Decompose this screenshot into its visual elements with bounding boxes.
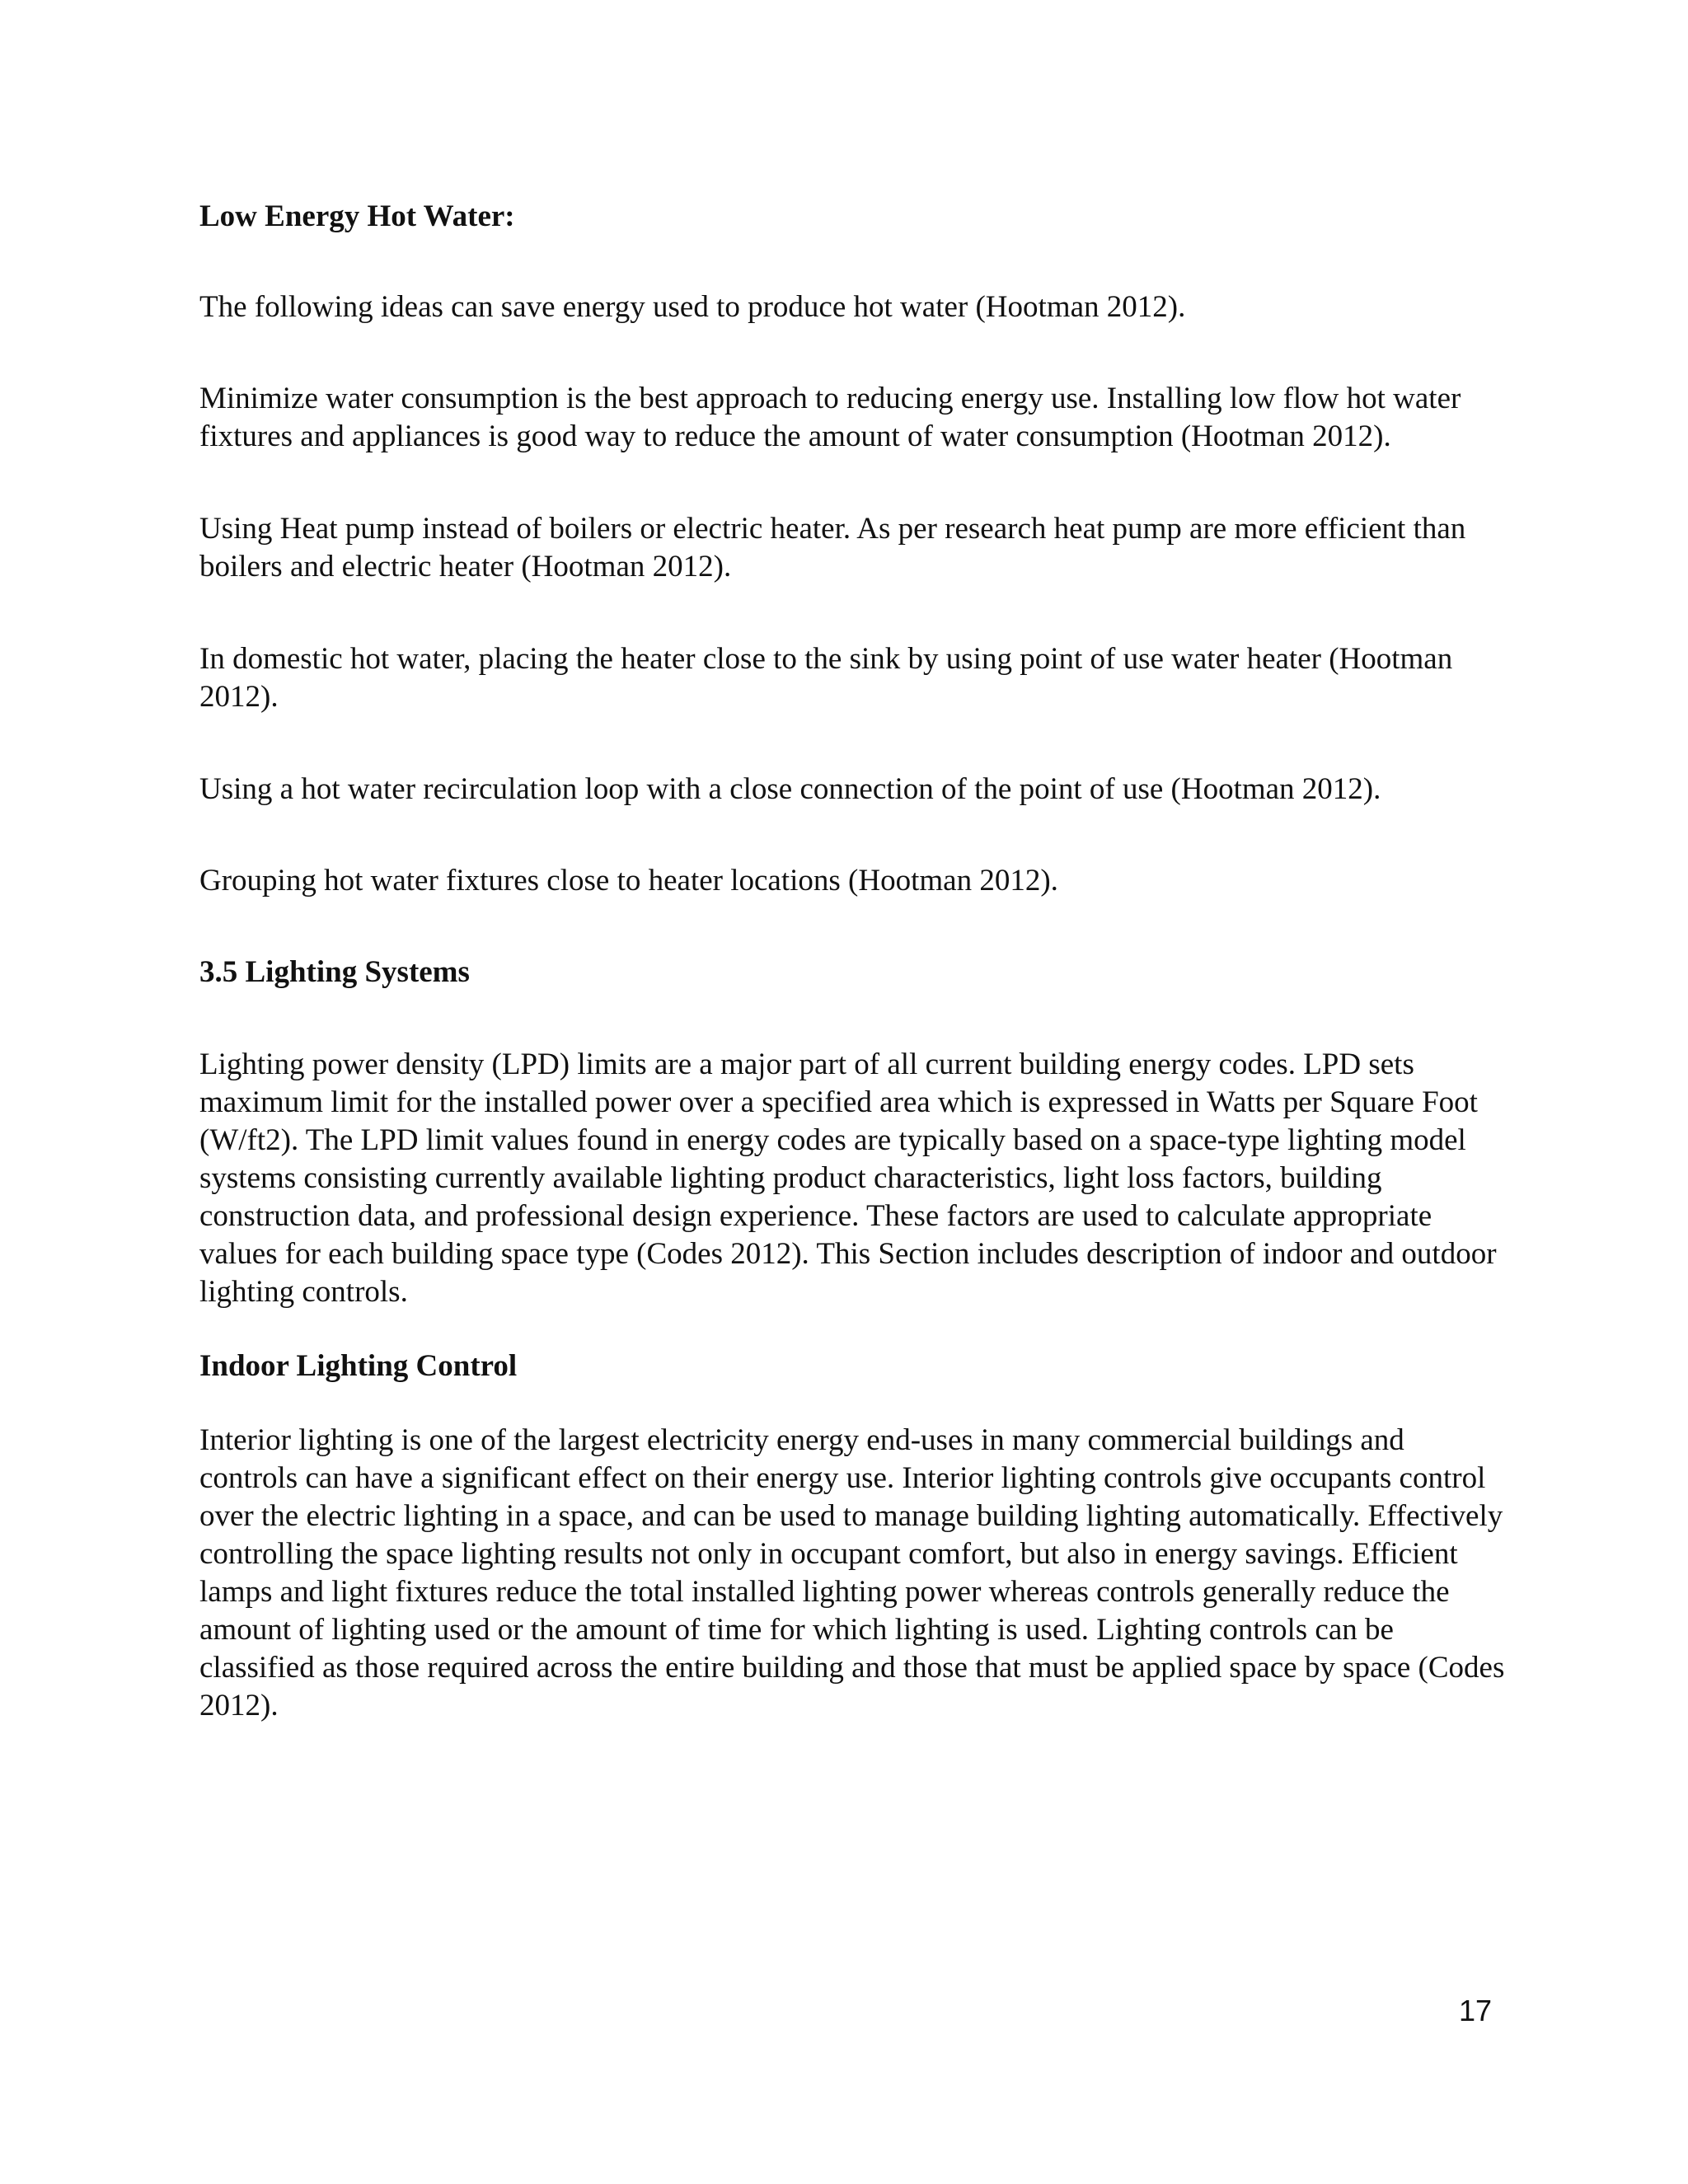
paragraph-lighting-power-density: Lighting power density (LPD) limits are a major part of all current building energy codes. LPD sets maximum limit for the installed power over a specified area which is expressed in Watts per Square Foot (W/ft2). The LPD limit values found in energy codes are typically based on a space-type lighting model systems consisting currently available lighting product characteristics, light loss factors, building construction data, and professional design experience. These factors are used to calculate appropriate values for each building space type (Codes 2012). This Section includes description of indoor and outdoor lighting controls. (199, 1047, 1497, 1309)
paragraph-indoor-lighting: Interior lighting is one of the largest electricity energy end-uses in many commercial buildings and controls can have a significant effect on their energy use. Interior lighting controls give occupants control over the electric lighting in a space, and can be used to manage building lighting automatically. Effectively controlling the space lighting results not only in occupant comfort, but also in energy savings. Efficient lamps and light fixtures reduce the total installed lighting power whereas controls generally reduce the amount of lighting used or the amount of time for which lighting is used. Lighting controls can be classified as those required across the entire building and those that must be applied space by space (Codes 2012). (199, 1423, 1505, 1722)
paragraph-recirculation-loop: Using a hot water recirculation loop with a close connection of the point of use (Hootman 2012). (199, 772, 1381, 806)
paragraph-domestic-hot-water: In domestic hot water, placing the heater close to the sink by using point of use water heater (Hootman 2012). (199, 642, 1453, 714)
paragraph-grouping-fixtures: Grouping hot water fixtures close to heater locations (Hootman 2012). (199, 864, 1058, 898)
intro-paragraph: The following ideas can save energy used to produce hot water (Hootman 2012). (199, 290, 1186, 324)
section-heading-lighting-systems: 3.5 Lighting Systems (199, 955, 470, 989)
page-number: 17 (1458, 1994, 1492, 2027)
paragraph-heat-pump: Using Heat pump instead of boilers or electric heater. As per research heat pump are more efficient than boilers and electric heater (Hootman 2012). (199, 512, 1466, 583)
section-heading-indoor-lighting-control: Indoor Lighting Control (199, 1349, 518, 1383)
paragraph-minimize-water: Minimize water consumption is the best approach to reducing energy use. Installing low flow hot water fixtures and appliances is good way to reduce the amount of water consumption (Hootman 2012). (199, 382, 1461, 453)
section-heading-low-energy-hot-water: Low Energy Hot Water: (199, 199, 515, 233)
page-content (199, 198, 1510, 1725)
